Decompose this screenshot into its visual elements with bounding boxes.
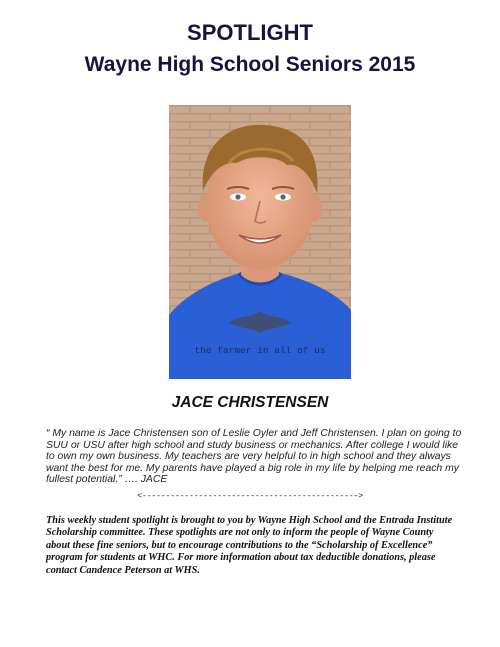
spotlight-footer: This weekly student spotlight is brought to you by Wayne High School and the Entrada Institute Scholarship committee. These spotlights are not only to inform the people of Wayne County about these fine seniors, but to encourage contributions to the “Scholarship of Excellence” program for students at WHC. For more information about tax deductible donations, please contact Candence Peterson at WHS.	[46, 515, 453, 576]
student-quote: “ My name is Jace Christensen son of Leslie Oyler and Jeff Christensen. I plan on going to SUU or USU after high school and study business or mechanics. After college I would like to own my own business. My teachers are very helpful to in high school and they always want the best for me. My parents have played a big role in my life by helping me reach my fullest potential.” …. JACE	[46, 428, 462, 486]
page-subtitle: Wayne High School Seniors 2015	[84, 53, 416, 76]
student-name: JACE CHRISTENSEN	[171, 394, 329, 411]
divider: <---------------------------------------------->	[137, 491, 363, 501]
shirt-text: the farmer in all of us	[194, 345, 326, 356]
student-photo	[169, 105, 351, 379]
page-title: SPOTLIGHT	[187, 20, 313, 45]
